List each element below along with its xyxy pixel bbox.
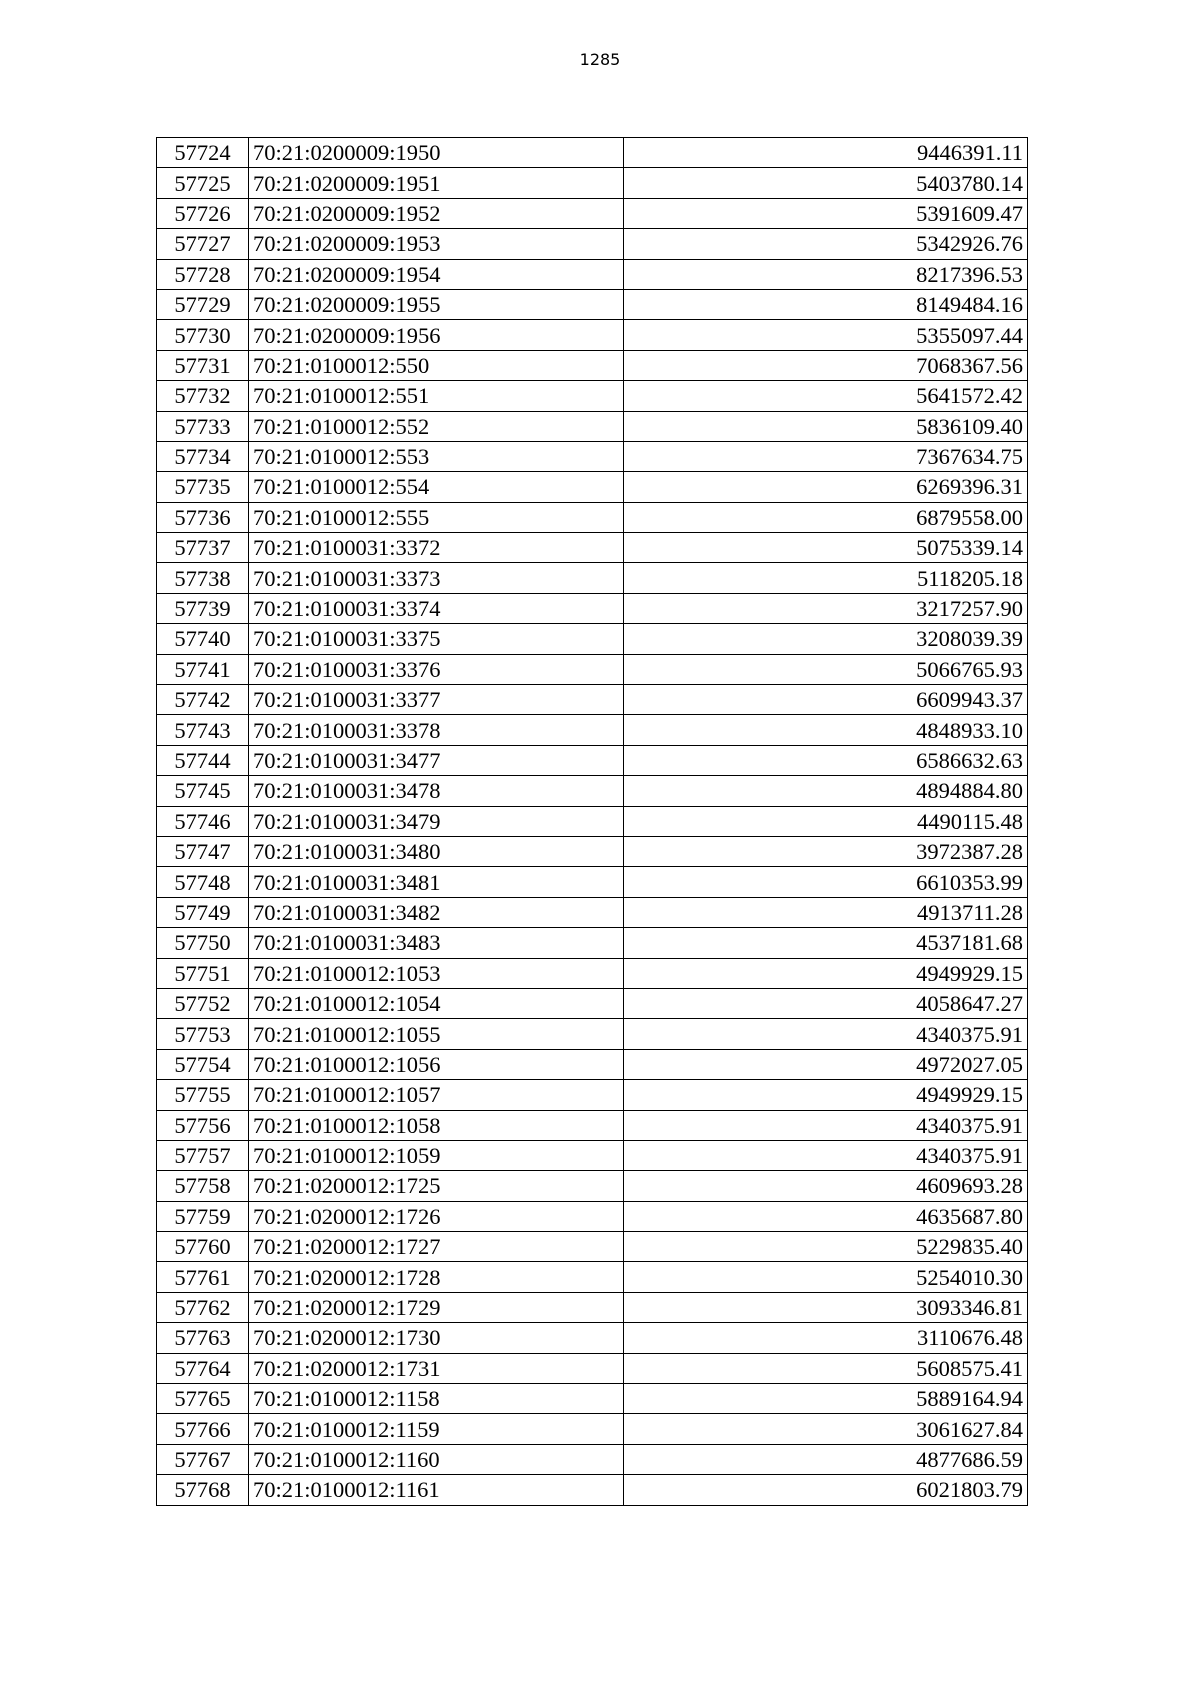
table-row	[157, 1232, 1028, 1262]
cadastral-value-table	[156, 137, 1028, 1506]
value-cell: 4635687.80	[624, 1201, 1028, 1231]
table-row	[157, 1475, 1028, 1505]
cadastral-number-cell: 70:21:0100031:3480	[249, 836, 624, 866]
value-cell: 6610353.99	[624, 867, 1028, 897]
row-number-cell: 57756	[157, 1110, 249, 1140]
value-cell: 4949929.15	[624, 958, 1028, 988]
table-row	[157, 1019, 1028, 1049]
table-row	[157, 745, 1028, 775]
cadastral-number-cell: 70:21:0200012:1728	[249, 1262, 624, 1292]
row-number-cell: 57748	[157, 867, 249, 897]
table-row	[157, 1353, 1028, 1383]
row-number-cell: 57757	[157, 1140, 249, 1170]
value-cell: 4340375.91	[624, 1110, 1028, 1140]
table-row	[157, 867, 1028, 897]
table-row	[157, 715, 1028, 745]
table-row	[157, 624, 1028, 654]
row-number-cell: 57742	[157, 685, 249, 715]
table-row	[157, 138, 1028, 168]
row-number-cell: 57740	[157, 624, 249, 654]
page-number: 1285	[579, 50, 621, 69]
table-row	[157, 350, 1028, 380]
row-number-cell: 57744	[157, 745, 249, 775]
cadastral-number-cell: 70:21:0100012:551	[249, 381, 624, 411]
cadastral-number-cell: 70:21:0200012:1730	[249, 1323, 624, 1353]
table-row	[157, 928, 1028, 958]
row-number-cell: 57753	[157, 1019, 249, 1049]
value-cell: 4340375.91	[624, 1140, 1028, 1170]
table-row	[157, 897, 1028, 927]
cadastral-number-cell: 70:21:0100012:1057	[249, 1080, 624, 1110]
value-cell: 4877686.59	[624, 1444, 1028, 1474]
value-cell: 4058647.27	[624, 988, 1028, 1018]
value-cell: 3217257.90	[624, 593, 1028, 623]
cadastral-number-cell: 70:21:0100012:553	[249, 441, 624, 471]
cadastral-number-cell: 70:21:0100031:3479	[249, 806, 624, 836]
row-number-cell: 57751	[157, 958, 249, 988]
table-row	[157, 1384, 1028, 1414]
cadastral-number-cell: 70:21:0100012:1158	[249, 1384, 624, 1414]
table-row	[157, 1444, 1028, 1474]
value-cell: 9446391.11	[624, 138, 1028, 168]
cadastral-number-cell: 70:21:0200012:1727	[249, 1232, 624, 1262]
row-number-cell: 57735	[157, 472, 249, 502]
table-row	[157, 836, 1028, 866]
table-row	[157, 806, 1028, 836]
value-cell: 5254010.30	[624, 1262, 1028, 1292]
cadastral-number-cell: 70:21:0100031:3376	[249, 654, 624, 684]
cadastral-number-cell: 70:21:0200009:1950	[249, 138, 624, 168]
cadastral-number-cell: 70:21:0100031:3374	[249, 593, 624, 623]
cadastral-number-cell: 70:21:0100012:1054	[249, 988, 624, 1018]
table-row	[157, 1414, 1028, 1444]
table-row	[157, 259, 1028, 289]
row-number-cell: 57730	[157, 320, 249, 350]
row-number-cell: 57746	[157, 806, 249, 836]
cadastral-number-cell: 70:21:0200012:1731	[249, 1353, 624, 1383]
cadastral-number-cell: 70:21:0100012:1055	[249, 1019, 624, 1049]
cadastral-number-cell: 70:21:0100012:550	[249, 350, 624, 380]
value-cell: 3093346.81	[624, 1292, 1028, 1322]
value-cell: 4913711.28	[624, 897, 1028, 927]
value-cell: 4490115.48	[624, 806, 1028, 836]
value-cell: 6021803.79	[624, 1475, 1028, 1505]
cadastral-number-cell: 70:21:0100012:1059	[249, 1140, 624, 1170]
row-number-cell: 57766	[157, 1414, 249, 1444]
cadastral-number-cell: 70:21:0100031:3478	[249, 776, 624, 806]
row-number-cell: 57761	[157, 1262, 249, 1292]
row-number-cell: 57729	[157, 289, 249, 319]
cadastral-number-cell: 70:21:0200009:1952	[249, 198, 624, 228]
cadastral-number-cell: 70:21:0200009:1954	[249, 259, 624, 289]
value-cell: 5118205.18	[624, 563, 1028, 593]
table-row	[157, 1171, 1028, 1201]
cadastral-number-cell: 70:21:0100012:1056	[249, 1049, 624, 1079]
value-cell: 8149484.16	[624, 289, 1028, 319]
row-number-cell: 57768	[157, 1475, 249, 1505]
row-number-cell: 57725	[157, 168, 249, 198]
value-cell: 4972027.05	[624, 1049, 1028, 1079]
table-row	[157, 1140, 1028, 1170]
cadastral-number-cell: 70:21:0200012:1726	[249, 1201, 624, 1231]
value-cell: 3061627.84	[624, 1414, 1028, 1444]
row-number-cell: 57764	[157, 1353, 249, 1383]
cadastral-number-cell: 70:21:0100031:3477	[249, 745, 624, 775]
value-cell: 7068367.56	[624, 350, 1028, 380]
cadastral-number-cell: 70:21:0100012:1053	[249, 958, 624, 988]
value-cell: 3110676.48	[624, 1323, 1028, 1353]
cadastral-number-cell: 70:21:0100031:3372	[249, 533, 624, 563]
cadastral-number-cell: 70:21:0100031:3378	[249, 715, 624, 745]
value-cell: 4537181.68	[624, 928, 1028, 958]
row-number-cell: 57762	[157, 1292, 249, 1322]
table-row	[157, 441, 1028, 471]
table-row	[157, 1323, 1028, 1353]
value-cell: 5229835.40	[624, 1232, 1028, 1262]
table-row	[157, 472, 1028, 502]
cadastral-number-cell: 70:21:0200009:1956	[249, 320, 624, 350]
value-cell: 8217396.53	[624, 259, 1028, 289]
cadastral-number-cell: 70:21:0100031:3373	[249, 563, 624, 593]
table-row	[157, 229, 1028, 259]
cadastral-number-cell: 70:21:0100012:1160	[249, 1444, 624, 1474]
cadastral-number-cell: 70:21:0200012:1729	[249, 1292, 624, 1322]
row-number-cell: 57754	[157, 1049, 249, 1079]
cadastral-number-cell: 70:21:0100012:1161	[249, 1475, 624, 1505]
value-cell: 4894884.80	[624, 776, 1028, 806]
table-row	[157, 320, 1028, 350]
value-cell: 5066765.93	[624, 654, 1028, 684]
table-row	[157, 198, 1028, 228]
table-row	[157, 654, 1028, 684]
row-number-cell: 57763	[157, 1323, 249, 1353]
table-row	[157, 533, 1028, 563]
row-number-cell: 57738	[157, 563, 249, 593]
value-cell: 5342926.76	[624, 229, 1028, 259]
value-cell: 6269396.31	[624, 472, 1028, 502]
table-row	[157, 685, 1028, 715]
value-cell: 5075339.14	[624, 533, 1028, 563]
row-number-cell: 57745	[157, 776, 249, 806]
row-number-cell: 57767	[157, 1444, 249, 1474]
table-row	[157, 1262, 1028, 1292]
table-row	[157, 1292, 1028, 1322]
value-cell: 6586632.63	[624, 745, 1028, 775]
table-row	[157, 411, 1028, 441]
row-number-cell: 57752	[157, 988, 249, 1018]
table-row	[157, 168, 1028, 198]
table-row	[157, 1201, 1028, 1231]
cadastral-number-cell: 70:21:0200012:1725	[249, 1171, 624, 1201]
cadastral-number-cell: 70:21:0100031:3481	[249, 867, 624, 897]
cadastral-number-cell: 70:21:0100012:1159	[249, 1414, 624, 1444]
value-cell: 5641572.42	[624, 381, 1028, 411]
value-cell: 4848933.10	[624, 715, 1028, 745]
value-cell: 4949929.15	[624, 1080, 1028, 1110]
value-cell: 4609693.28	[624, 1171, 1028, 1201]
row-number-cell: 57749	[157, 897, 249, 927]
cadastral-number-cell: 70:21:0200009:1953	[249, 229, 624, 259]
table-row	[157, 988, 1028, 1018]
table-row	[157, 563, 1028, 593]
row-number-cell: 57724	[157, 138, 249, 168]
row-number-cell: 57737	[157, 533, 249, 563]
row-number-cell: 57747	[157, 836, 249, 866]
row-number-cell: 57726	[157, 198, 249, 228]
row-number-cell: 57739	[157, 593, 249, 623]
cadastral-number-cell: 70:21:0100031:3375	[249, 624, 624, 654]
row-number-cell: 57736	[157, 502, 249, 532]
table-row	[157, 1049, 1028, 1079]
row-number-cell: 57765	[157, 1384, 249, 1414]
table-row	[157, 289, 1028, 319]
cadastral-number-cell: 70:21:0200009:1955	[249, 289, 624, 319]
value-cell: 5836109.40	[624, 411, 1028, 441]
row-number-cell: 57733	[157, 411, 249, 441]
value-cell: 3208039.39	[624, 624, 1028, 654]
value-cell: 5889164.94	[624, 1384, 1028, 1414]
row-number-cell: 57759	[157, 1201, 249, 1231]
table-row	[157, 1080, 1028, 1110]
value-cell: 6609943.37	[624, 685, 1028, 715]
cadastral-number-cell: 70:21:0200009:1951	[249, 168, 624, 198]
row-number-cell: 57727	[157, 229, 249, 259]
table-row	[157, 502, 1028, 532]
table-body	[157, 138, 1028, 1506]
value-cell: 3972387.28	[624, 836, 1028, 866]
table-row	[157, 381, 1028, 411]
row-number-cell: 57741	[157, 654, 249, 684]
value-cell: 5608575.41	[624, 1353, 1028, 1383]
table-row	[157, 593, 1028, 623]
cadastral-number-cell: 70:21:0100012:552	[249, 411, 624, 441]
row-number-cell: 57743	[157, 715, 249, 745]
value-cell: 5355097.44	[624, 320, 1028, 350]
value-cell: 6879558.00	[624, 502, 1028, 532]
cadastral-number-cell: 70:21:0100031:3482	[249, 897, 624, 927]
row-number-cell: 57728	[157, 259, 249, 289]
row-number-cell: 57732	[157, 381, 249, 411]
cadastral-number-cell: 70:21:0100031:3377	[249, 685, 624, 715]
value-cell: 5403780.14	[624, 168, 1028, 198]
cadastral-number-cell: 70:21:0100012:555	[249, 502, 624, 532]
value-cell: 4340375.91	[624, 1019, 1028, 1049]
row-number-cell: 57731	[157, 350, 249, 380]
value-cell: 7367634.75	[624, 441, 1028, 471]
table-row	[157, 776, 1028, 806]
row-number-cell: 57758	[157, 1171, 249, 1201]
cadastral-number-cell: 70:21:0100031:3483	[249, 928, 624, 958]
cadastral-number-cell: 70:21:0100012:1058	[249, 1110, 624, 1140]
row-number-cell: 57734	[157, 441, 249, 471]
table-row	[157, 958, 1028, 988]
value-cell: 5391609.47	[624, 198, 1028, 228]
table-row	[157, 1110, 1028, 1140]
row-number-cell: 57760	[157, 1232, 249, 1262]
row-number-cell: 57750	[157, 928, 249, 958]
cadastral-number-cell: 70:21:0100012:554	[249, 472, 624, 502]
row-number-cell: 57755	[157, 1080, 249, 1110]
